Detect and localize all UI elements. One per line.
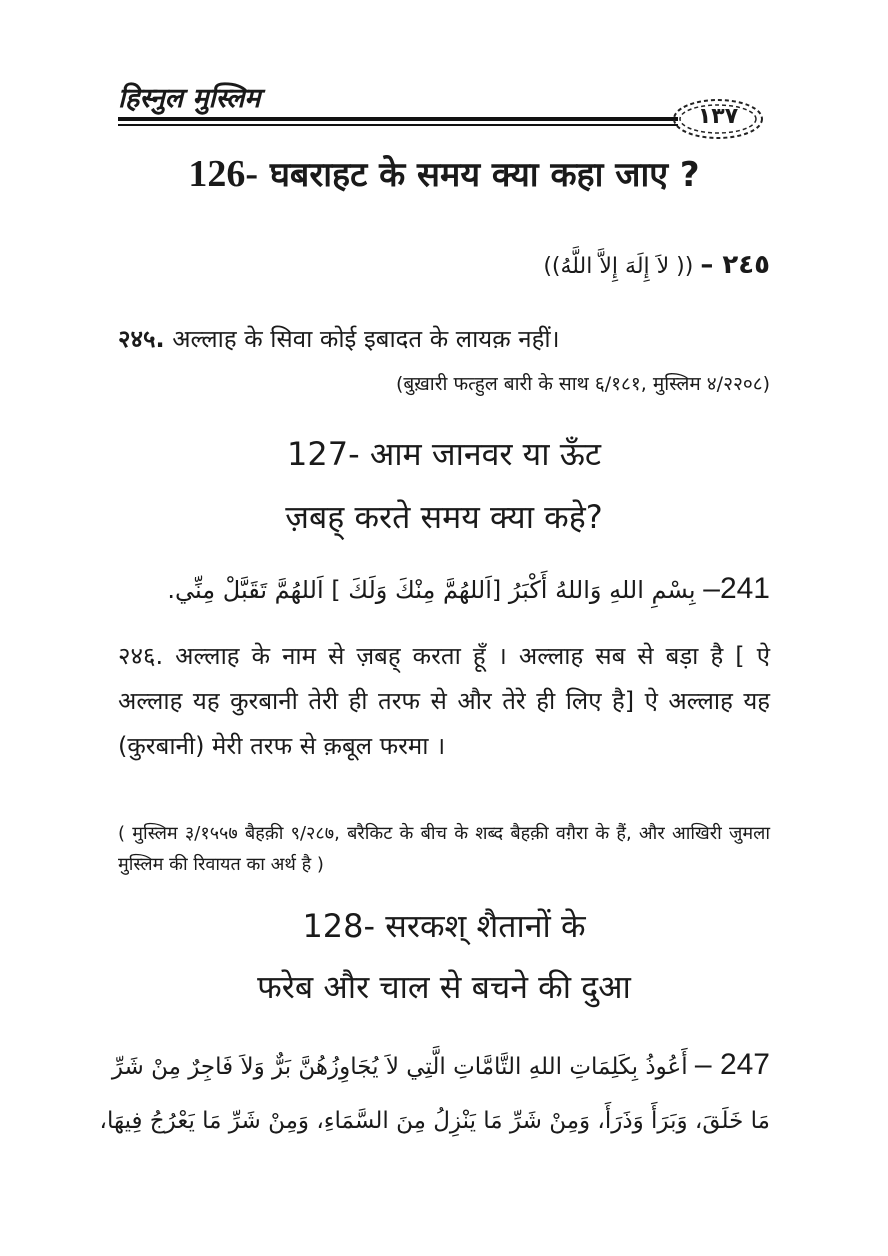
section-127-heading-line1: 127- आम जानवर या ऊँट: [287, 435, 601, 473]
section-126-number: 126-: [188, 153, 258, 195]
dua-247-number: 247 –: [694, 1048, 770, 1081]
dua-245-translation-number: २४५.: [118, 325, 165, 353]
dua-246-source: ( मुस्लिम ३/१५५७ बैहक़ी ९/२८७, बरैकिट के बीच के शब्द बैहक़ी वग़ैरा के हैं, और आखिरी जुमला मुस्लिम की रिवायत का अर्थ है ): [118, 823, 770, 875]
dua-241-arabic-text: بِسْمِ اللهِ وَاللهُ أَكْبَرُ [اَللهُمَّ مِنْكَ وَلَكَ ] اَللهُمَّ تَقَبَّلْ مِنِّي.: [167, 576, 696, 604]
dua-241-arabic: [167, 572, 770, 606]
dua-247-arabic-line2: مَا خَلَقَ، وَبَرَأَ وَذَرَأَ، وَمِنْ شَرِّ مَا يَنْزِلُ مِنَ السَّمَاءِ، وَمِنْ شَرِّ مَا يَعْرُجُ فِيهَا،: [99, 1108, 770, 1134]
dua-245-translation: [118, 322, 770, 355]
dua-247-arabic-text-line1: أَعُوذُ بِكَلِمَاتِ اللهِ التَّامَّاتِ الَّتِي لاَ يُجَاوِزُهُنَّ بَرٌّ وَلاَ فَاجِرٌ مِنْ شَرِّ: [111, 1054, 688, 1080]
dua-247-arabic-line1: [112, 1048, 770, 1082]
dua-241-number: 241–: [703, 572, 770, 605]
section-126-heading: [0, 150, 888, 196]
section-126-title: घबराहट के समय क्या कहा जाए ?: [269, 155, 700, 195]
dua-245-source: (बुख़ारी फत्हुल बारी के साथ ६/१८१, मुस्लिम ४/२२०८): [396, 373, 770, 395]
dua-245-number: ٢٤٥ –: [700, 250, 770, 280]
header-rule-thick: [118, 117, 678, 121]
book-title: हिस्नुल मुस्लिम: [118, 83, 261, 114]
dua-246-translation: २४६. अल्लाह के नाम से ज़बह् करता हूँ । अल्लाह सब से बड़ा है [ ऐ अल्लाह यह कुरबानी तेरी ही तरफ से और तेरे ही लिए है] ऐ अल्लाह यह (कुरबानी) मेरी तरफ से क़बूल फरमा ।: [118, 642, 770, 760]
dua-245-translation-text: अल्लाह के सिवा कोई इबादत के लायक़ नहीं।: [172, 325, 560, 353]
section-128-heading-line1: 128- सरकश् शैतानों के: [302, 907, 586, 945]
section-128-heading-line2: फरेब और चाल से बचने की दुआ: [257, 968, 631, 1006]
dua-245-arabic-text: (( لاَ إِلَهَ إِلاَّ اللَّهُ)): [543, 254, 694, 279]
header-rule-thin: [118, 124, 678, 126]
page-number: ١٣٧: [697, 104, 739, 129]
section-127-heading-line2: ज़बह् करते समय क्या कहे?: [285, 498, 603, 536]
dua-245-arabic: [543, 250, 770, 280]
